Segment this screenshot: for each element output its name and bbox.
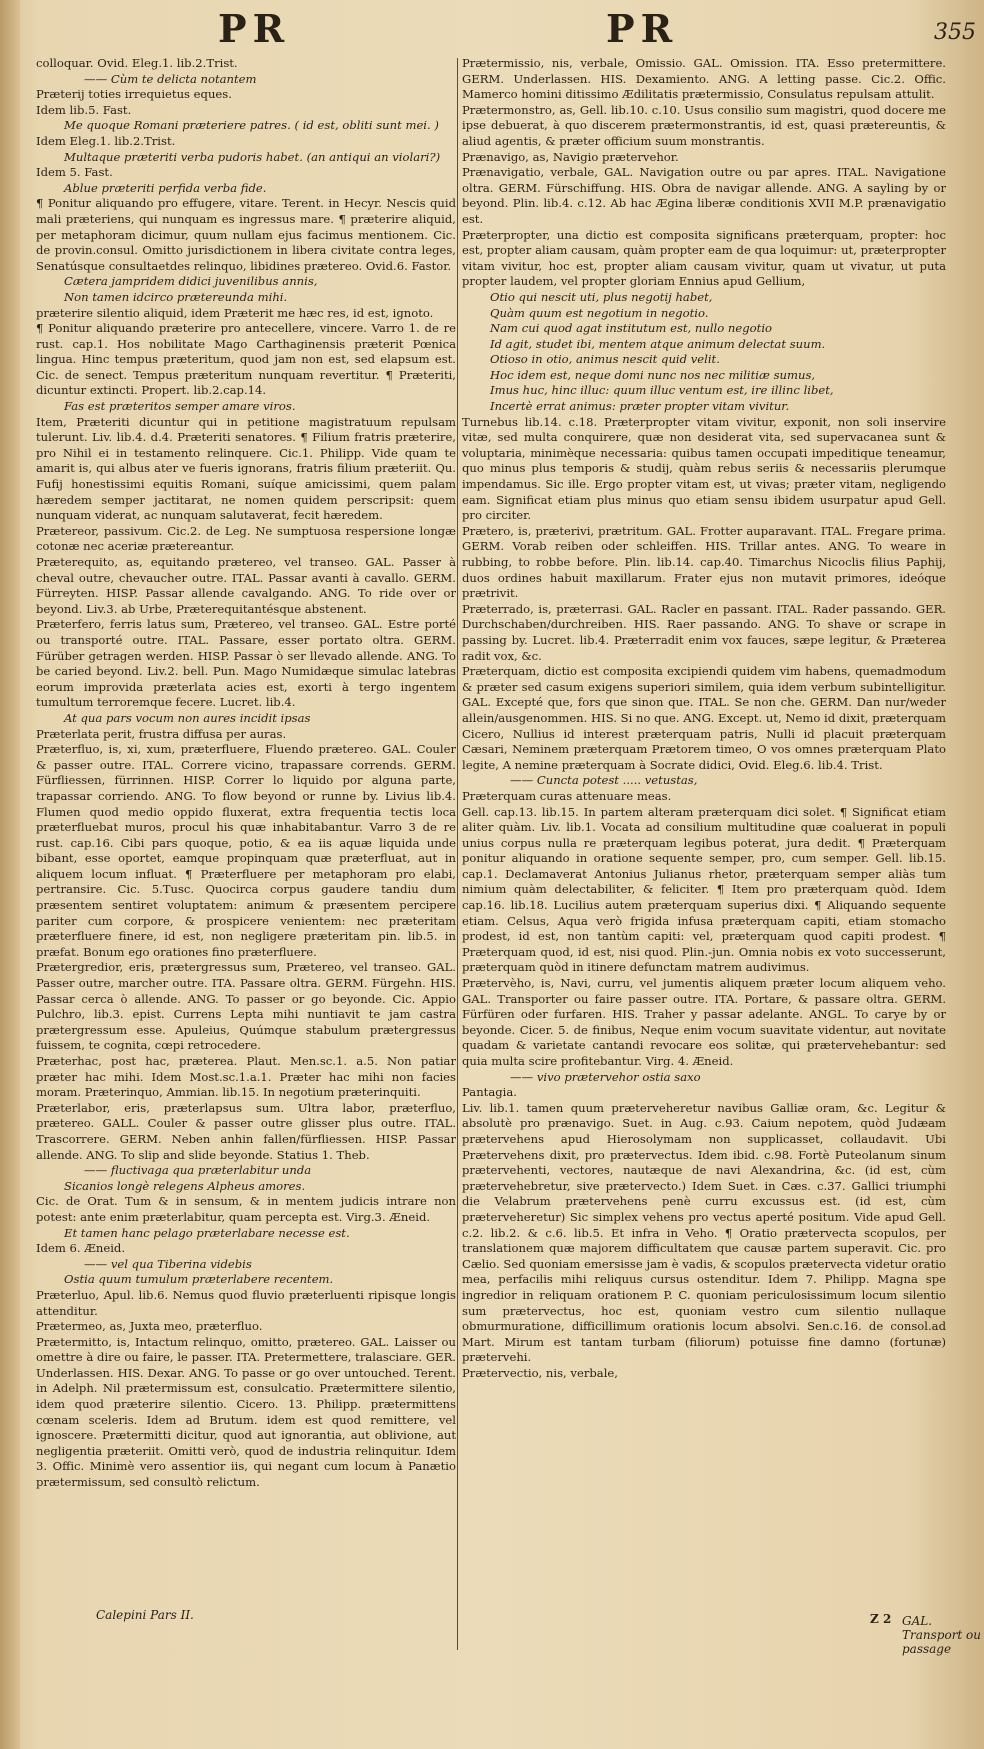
dictionary-entry: Idem Eleg.1. lib.2.Trist. [36, 133, 176, 148]
dictionary-entry: Prætero, is, præterivi, prætritum. GAL. Frotter auparavant. ITAL. Fregare prima. GERM. Vorab reiben oder schleiffen. HIS. Trillar antes. ANG. To weare in rubbing, to robbe before. Plin. lib.14. cap.40. Timarchus Nicoclis filius Paphij, duos ordines habuit maxillarum. Frater ejus non mutavit primores, ideóque prætrivit. [462, 523, 946, 601]
dictionary-entry: At qua pars vocum non aures incidit ipsas [64, 710, 311, 725]
dictionary-entry: Præterluo, Apul. lib.6. Nemus quod fluvio præterluenti ripisque longis attenditur. [36, 1287, 456, 1318]
dictionary-entry: Præterfluo, is, xi, xum, præterfluere, Fluendo prætereo. GAL. Couler & passer outre. ITAL. Correre vicino, trapassare corrends. GERM. Fürfliessen, fürrinnen. HISP. Correr lo liquido por alguna parte, trapassar corriendo. ANG. To flow beyond or runne by. Livius lib.4. Flumen quod medio oppido fluxerat, extra frequentia tectis loca præterfluebat muros, procul his quæ inhabitabantur. Varro 3 de re rust. cap.16. Cibi pars quoque, potio, & ea iis aquæ liquida unde bibant, esse oportet, eamque propinquam quæ præterfluat, aut in aliquem locum influat. ¶ Præterfluere per metaphoram pro elabi, pertransire. Cic. 5.Tusc. Quocirca corpus gaudere tandiu dum præsentem sentiret voluptatem: animum & præsentem percipere pariter cum corpore, & prospicere venientem: nec præteritam præterfluere finere, id est, non negligere præteritam pin. lib.5. in præfat. Bonum ego orationes fino præterfluere. [36, 742, 456, 959]
page-number: 355 [934, 20, 976, 45]
dictionary-entry: Prætervectio, nis, verbale, [462, 1365, 618, 1380]
dictionary-entry: Pantagia. [462, 1085, 517, 1100]
dictionary-entry: Gell. cap.13. lib.15. In partem alteram præterquam dici solet. ¶ Significat etiam aliter quàm. Liv. lib.1. Vocata ad consilium multitudine quæ coaluerat in populi unius corpus nulla re præterquam legibus poterat, jura dedit. ¶ Præterquam ponitur aliquando in oratione sequente semper, pro, cum semper. Gell. lib.15. cap.1. Declamaverat Antonius Julianus rhetor, præterquam semper aliàs tum nimium quàm delectabiliter, & feliciter. ¶ Item pro præterquam quòd. Idem cap.16. lib.18. Lucilius autem præterquam superius dixi. ¶ Aliquando sequente etiam. Celsus, Aqua verò frigida infusa præterquam capiti, etiam stomacho prodest, id est, non tantùm capiti: vel, præterquam quod capiti prodest. ¶ Præterquam quod, id est, nisi quod. Plin.-jun. Omnia nobis ex voto successerunt, præterquam quòd in itinere defunctam matrem audivimus. [462, 804, 946, 975]
dictionary-entry: præterire silentio aliquid, idem Præterit me hæc res, id est, ignoto. [36, 305, 434, 320]
dictionary-entry: Et tamen hanc pelago præterlabare necesse est. [64, 1225, 350, 1240]
dictionary-entry: Hoc idem est, neque domi nunc nos nec militiæ sumus, [490, 367, 816, 382]
dictionary-entry: Fas est præteritos semper amare viros. [64, 399, 296, 414]
dictionary-entry: —— Cuncta potest ..... vetustas, [510, 773, 698, 788]
dictionary-entry: Præterpropter, una dictio est composita significans præterquam, propter: hoc est, propter aliam causam, quàm propter eam de qua loquimur: ut, præterpropter vitam vivitur, hoc est, propter aliam causam vivitur, quam ut vivatur, ut puta propter laudem, vel propter gloriam Ennius apud Gellium, [462, 227, 946, 289]
running-head-right: PR [606, 6, 679, 51]
dictionary-entry: —— vel qua Tiberina videbis [84, 1256, 252, 1271]
dictionary-entry: Præterhac, post hac, præterea. Plaut. Men.sc.1. a.5. Non patiar præter hac mihi. Idem Most.sc.1.a.1. Præter hac mihi non facies moram. Præterinquo, Ammian. lib.15. In negotium præterinquiti. [36, 1054, 456, 1100]
dictionary-entry: Multaque præteriti verba pudoris habet. (an antiqui an violari?) [64, 149, 441, 164]
dictionary-entry: Cic. de Orat. Tum & in sensum, & in mentem judicis intrare non potest: ante enim præterlabitur, quam percepta est. Virg.3. Æneid. [36, 1194, 456, 1224]
dictionary-entry: Prætermonstro, as, Gell. lib.10. c.10. Usus consilio sum magistri, quod docere me ipse debuerat, à quo discerem prætermonstrantis, id est, quasi prætereuntis, & aliud agentis, & præter officium suum monstrantis. [462, 102, 946, 148]
dictionary-entry: Liv. lib.1. tamen quum præterveheretur navibus Galliæ oram, &c. Legitur & absolutè pro prænavigo. Suet. in Aug. c.93. Caium nepotem, quòd Judæam prætervehens apud Hierosolymam non supplicasset, collaudavit. Ubi Prætervehens dixit, pro prætervectus. Idem ibid. c.98. Fortè Puteolanum sinum prætervehenti, vectores, nautæque de navi Alexandrina, &c. (id est, cùm prætervehebretur, sive prætervecto.) Idem Suet. in Cæs. c.37. Gallici triumphi die Velabrum prætervehens penè curru excussus est. (id est, cùm præterveheretur) Sic simplex vehens pro vectus aperté positum. Vide apud Gell. c.2. lib.2. & c.6. lib.5. Et infra in Veho. ¶ Oratio prætervecta scopulos, per translationem quæ majorem difficultatem que causæ partem superavit. Cic. pro Cælio. Sed quoniam emersisse jam è vadis, & scopulos prætervecta videtur oratio mea, perfacilis mihi reliquus cursus ostenditur. Idem 7. Philipp. Magna spe ingredior in reliquam orationem P. C. quoniam periculosissimum locum silentio sum prætervectus, hoc est, quoniam vestro cum silentio nullaque obmurmuratione, difficillimum orationis locum absolvi. Sen.c.16. de consol.ad Mart. Mirum est tantam turbam (filiorum) potuisse fine damno (fortunæ) prætervehi. [462, 1100, 946, 1365]
dictionary-entry: Præterequito, as, equitando prætereo, vel transeo. GAL. Passer à cheval outre, chevaucher outre. ITAL. Passar avanti à cavallo. GERM. Fürreyten. HISP. Passar allende cavalgando. ANG. To ride over or beyond. Liv.3. ab Urbe, Præterequitantésque abstenent. [36, 555, 456, 616]
dictionary-entry: Id agit, studet ibi, mentem atque animum delectat suum. [490, 336, 826, 351]
dictionary-entry: Cætera jampridem didici juvenilibus annis, [64, 274, 318, 289]
dictionary-entry: Otioso in otio, animus nescit quid velit. [490, 352, 720, 367]
column-divider [457, 58, 458, 1650]
dictionary-entry: Prætermeo, as, Juxta meo, præterfluo. [36, 1319, 263, 1334]
dictionary-entry: Præterfero, ferris latus sum, Prætereo, vel transeo. GAL. Estre porté ou transporté outre. ITAL. Passare, esser portato oltra. GERM. Fürüber getragen werden. HISP. Passar ò ser llevado allende. ANG. To be caried beyond. Liv.2. bell. Pun. Mago Numidæque simulac latebras eorum improvida præterlata acies est, exorti à tergo ingentem tumultum terroremque fecere. Lucret. lib.4. [36, 617, 456, 710]
dictionary-entry: Me quoque Romani præteriere patres. ( id est, obliti sunt mei. ) [64, 118, 439, 133]
dictionary-entry: Idem 6. Æneid. [36, 1241, 126, 1256]
dictionary-entry: Incertè errat animus: præter propter vitam vivitur. [490, 399, 790, 414]
running-head-left: PR [218, 6, 291, 51]
dictionary-entry: Præterquam curas attenuare meas. [462, 788, 672, 803]
dictionary-entry: Ablue præteriti perfida verba fide. [64, 180, 267, 195]
left-column [36, 56, 456, 1686]
dictionary-entry: Prætergredior, eris, prætergressus sum, Prætereo, vel transeo. GAL. Passer outre, marcher outre. ITA. Passare oltra. GERM. Fürgehn. HIS. Passar cerca ò allende. ANG. To passer or go beyonde. Cic. Appio Pulchro, lib.3. epist. Currens Lepta mihi nuntiavit te jam castra prætergressum esse. Apuleius, Quúmque stabulum prætergressus fuissem, te cognita, cœpi retrocedere. [36, 960, 456, 1053]
dictionary-entry: Prætermitto, is, Intactum relinquo, omitto, prætereo. GAL. Laisser ou omettre à dire ou faire, le passer. ITA. Pretermettere, tralasciare. GER. Underlassen. HIS. Dexar. ANG. To passe or go over untouched. Terent. in Adelph. Nil prætermissum est, consulcatio. Prætermittere silentio, idem quod præterire silentio. Cicero. 13. Philipp. prætermittens cœnam sceleris. Idem ad Brutum. idem est quod remittere, vel ignoscere. Prætermitti dicitur, quod aut ignorantia, aut oblivione, aut negligentia præteriit. Omitti verò, quod de industria relinquitur. Idem 3. Offic. Minimè vero assentior iis, qui negant cum locum à Panætio prætermissum, sed consultò relictum. [36, 1334, 456, 1490]
dictionary-entry: Præterquam, dictio est composita excipiendi quidem vim habens, quemadmodum & præter sed casum exigens superiori similem, quia idem verbum subintelligitur. GAL. Excepté que, fors que sinon que. ITAL. Se non che. GERM. Dan nur/weder allein/ausgenommen. HIS. Si no que. ANG. Except. ut, Nemo id dixit, præterquam Cicero, Nullius id interest præterquam patris, Nulli id placuit præterquam Cæsari, Neminem præterquam Prætorem timeo, O vos omnes præterquam Plato legite, A nemine præterquam à Socrate didici, Ovid. Eleg.6. lib.4. Trist. [462, 664, 946, 772]
sheet-signature-mark: Z 2 [870, 1612, 892, 1626]
dictionary-entry: Prætermissio, nis, verbale, Omissio. GAL. Omission. ITA. Esso pretermittere. GERM. Underlassen. HIS. Dexamiento. ANG. A letting passe. Cic.2. Offic. Mamerco homini ditissimo Ædilitatis prætermissio, Consulatus repulsam attulit. [462, 56, 946, 102]
dictionary-entry: Præterij toties irrequietus eques. [36, 87, 232, 102]
dictionary-entry: Præterlabor, eris, præterlapsus sum. Ultra labor, præterfluo, prætereo. GALL. Couler & passer outre glisser plus outre. ITAL. Trascorrere. GERM. Neben anhin fallen/fürfliessen. HISP. Passar allende. ANG. To slip and slide beyonde. Statius 1. Theb. [36, 1100, 456, 1162]
dictionary-entry: Otio qui nescit uti, plus negotij habet, [490, 289, 713, 304]
dictionary-entry: Quàm quum est negotium in negotio. [490, 305, 709, 320]
dictionary-entry: Item, Præteriti dicuntur qui in petitione magistratuum repulsam tulerunt. Liv. lib.4. d.4. Præteriti senatores. ¶ Filium fratris præterire, pro Nihil ei in testamento relinquere. Cic.1. Philipp. Vide quam te amarit is, qui albus ater ve fueris ignorans, fratris filium præteriit. Qu. Fufij honestissimi equitis Romani, suíque amicissimi, quem palam hæredem semper jactitarat, ne nomen quidem perscripsit: quem nunquam viderat, ac nunquam salutaverat, fecit hæredem. [36, 414, 456, 523]
book-spine-shadow [0, 0, 20, 1749]
dictionary-entry: Præterrado, is, præterrasi. GAL. Racler en passant. ITAL. Rader passando. GER. Durchschaben/durchreiben. HIS. Raer passando. ANG. To shave or scrape in passing by. Lucret. lib.4. Præterradit enim vox fauces, sæpe legitur, & Præterea radit vox, &c. [462, 601, 946, 663]
dictionary-entry: —— vivo prætervehor ostia saxo [510, 1069, 701, 1084]
dictionary-entry: ¶ Ponitur aliquando præterire pro antecellere, vincere. Varro 1. de re rust. cap.1. Hos nobilitate Mago Carthaginensis præterit Pœnica lingua. Hinc tempus præteritum, quod jam non est, sed elapsum est. Cic. de senect. Tempus præteritum nunquam revertitur. ¶ Præteriti, dicuntur extincti. Propert. lib.2.cap.14. [36, 321, 456, 398]
dictionary-entry: Idem lib.5. Fast. [36, 102, 132, 117]
dictionary-entry: Prætervèho, is, Navi, curru, vel jumentis aliquem præter locum aliquem veho. GAL. Transporter ou faire passer outre. ITA. Portare, & passare oltra. GERM. Fürfüren oder furfaren. HIS. Traher y passar adelante. ANGL. To carye by or beyonde. Cicer. 5. de finibus, Neque enim vocum suavitate videntur, aut novitate quadam & varietate cantandi revocare eos solitæ, qui prætervehebantur: sed quia multa scire profitebantur. Virg. 4. Æneid. [462, 976, 946, 1068]
dictionary-entry: Imus huc, hinc illuc: quum illuc ventum est, ire illinc libet, [490, 383, 834, 398]
dictionary-entry: Nam cui quod agat institutum est, nullo negotio [490, 321, 773, 336]
dictionary-entry: Non tamen idcirco prætereunda mihi. [64, 289, 288, 304]
dictionary-entry: Prætereor, passivum. Cic.2. de Leg. Ne sumptuosa respersione longæ cotonæ nec aceriæ prætereantur. [36, 523, 456, 554]
dictionary-entry: —— fluctivaga qua præterlabitur unda [84, 1163, 312, 1178]
catchword: GAL. Transport ou passage [902, 1614, 982, 1656]
right-column [462, 56, 946, 1686]
dictionary-entry: colloquar. Ovid. Eleg.1. lib.2.Trist. [36, 56, 238, 70]
dictionary-entry: Turnebus lib.14. c.18. Præterpropter vitam vivitur, exponit, non soli inservire vitæ, sed multa conquirere, quæ non desiderat vita, sed supervacanea sunt & voluptaria, minimèque necessaria: quibus tamen occupati impeditique teneamur, quo minus plus temporis & studij, quàm rebus seriis & necessariis plerumque impendamus. Sic ille. Ergo propter vitam est, ut vivas; præter vitam, negligendo eam. Significat etiam plus minus quo etiam sensu ibidem usurpatur apud Gell. pro circiter. [462, 414, 946, 523]
dictionary-entry: Prænavigo, as, Navigio prætervehor. [462, 149, 679, 164]
dictionary-entry: ¶ Ponitur aliquando pro effugere, vitare. Terent. in Hecyr. Nescis quid mali præteriens, qui nunquam es ingressus mare. ¶ præterire aliquid, per metaphoram dicimur, quum nullam ejus facimus mentionem. Cic. de provin.consul. Omitto jurisdictionem in libera civitate contra leges, Senatúsque consultaetdes relinquo, libidines prætereo. Ovid.6. Fastor. [36, 196, 456, 273]
volume-signature: Calepini Pars II. [96, 1608, 194, 1622]
dictionary-entry: Ostia quum tumulum præterlabere recentem. [64, 1272, 334, 1287]
dictionary-entry: Idem 5. Fast. [36, 165, 113, 180]
dictionary-entry: Præterlata perit, frustra diffusa per auras. [36, 726, 287, 741]
dictionary-entry: Prænavigatio, verbale, GAL. Navigation outre ou par apres. ITAL. Navigatione oltra. GERM. Fürschiffung. HIS. Obra de navigar allende. ANG. A sayling by or beyond. Plin. lib.4. c.12. Ab hac Ægina liberæ conditionis XVII M.P. prænavigatio est. [462, 165, 946, 226]
dictionary-entry: —— Cùm te delicta notantem [84, 71, 257, 86]
dictionary-entry: Sicanios longè relegens Alpheus amores. [64, 1178, 306, 1193]
